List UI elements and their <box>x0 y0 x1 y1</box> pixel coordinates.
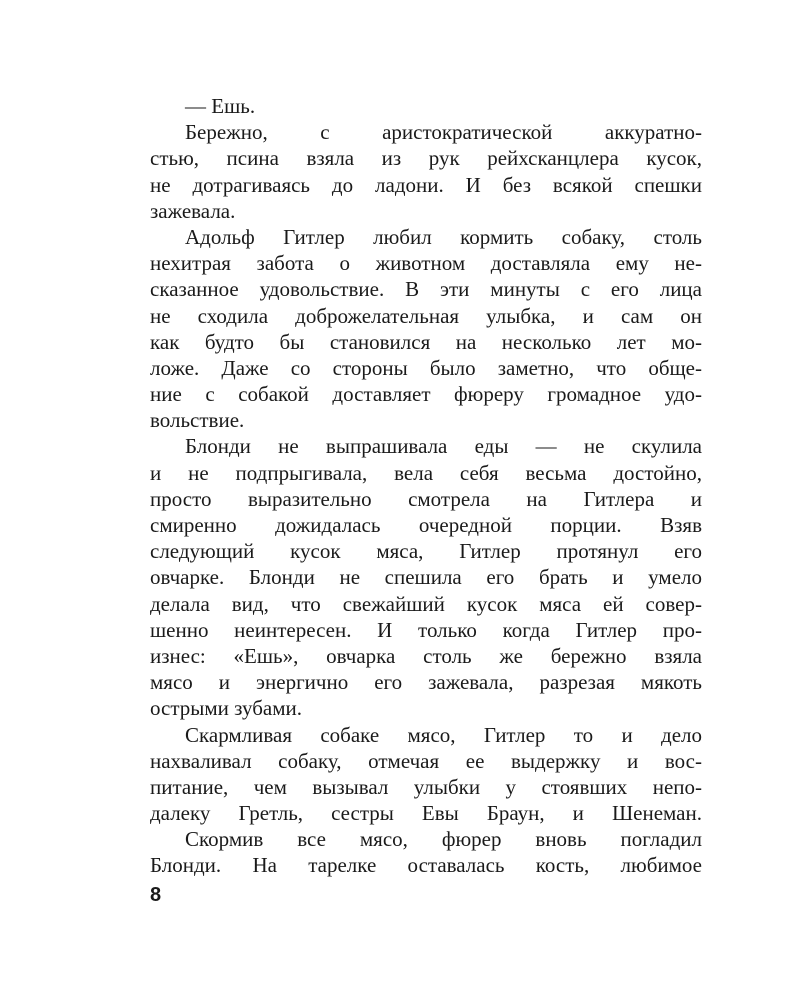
text-line: нахваливал собаку, отмечая ее выдержку и вос- <box>150 748 702 773</box>
text-line: овчарке. Блонди не спешила его брать и умело <box>150 565 702 590</box>
text-line: Адольф Гитлер любил кормить собаку, столь <box>185 224 702 249</box>
text-line: зажевала. <box>150 198 236 223</box>
text-line: Скармливая собаке мясо, Гитлер то и дело <box>185 722 702 747</box>
page-number: 8 <box>150 884 162 906</box>
text-line: вольствие. <box>150 408 245 433</box>
text-line: просто выразительно смотрела на Гитлера и <box>150 486 702 511</box>
text-line: далеку Гретль, сестры Евы Браун, и Шенеман. <box>150 801 702 826</box>
text-line: острыми зубами. <box>150 696 303 721</box>
text-line: Бережно, с аристократической аккуратно- <box>185 120 702 145</box>
text-line: ложе. Даже со стороны было заметно, что обще- <box>150 355 702 380</box>
body-text <box>150 93 702 879</box>
text-line: — Ешь. <box>185 94 256 118</box>
text-line: шенно неинтересен. И только когда Гитлер про- <box>150 617 702 642</box>
text-line: сказанное удовольствие. В эти минуты с его лица <box>150 277 702 302</box>
text-line: Блонди. На тарелке оставалась кость, любимое <box>150 853 702 878</box>
text-line: мясо и энергично его зажевала, разрезая мякоть <box>150 670 702 695</box>
text-line: делала вид, что свежайший кусок мяса ей совер- <box>150 591 702 616</box>
text-line: нехитрая забота о животном доставляла ему не- <box>150 251 702 276</box>
text-line: Блонди не выпрашивала еды — не скулила <box>185 434 702 459</box>
text-line: стью, псина взяла из рук рейхсканцлера кусок, <box>150 146 702 171</box>
text-line: не сходила доброжелательная улыбка, и сам он <box>150 303 702 328</box>
text-line: смиренно дожидалась очередной порции. Взяв <box>150 513 702 537</box>
text-line: Скормив все мясо, фюрер вновь погладил <box>185 827 702 852</box>
text-line: питание, чем вызывал улыбки у стоявших непо- <box>150 774 702 799</box>
text-line: как будто бы становился на несколько лет мо- <box>150 329 702 354</box>
text-line: и не подпрыгивала, вела себя весьма достойно, <box>150 460 702 485</box>
text-line: изнес: «Ешь», овчарка столь же бережно взяла <box>150 643 702 668</box>
text-line: ние с собакой доставляет фюреру громадное удо- <box>150 382 702 407</box>
text-line: не дотрагиваясь до ладони. И без всякой спешки <box>150 172 702 197</box>
text-line: следующий кусок мяса, Гитлер протянул его <box>150 539 702 564</box>
